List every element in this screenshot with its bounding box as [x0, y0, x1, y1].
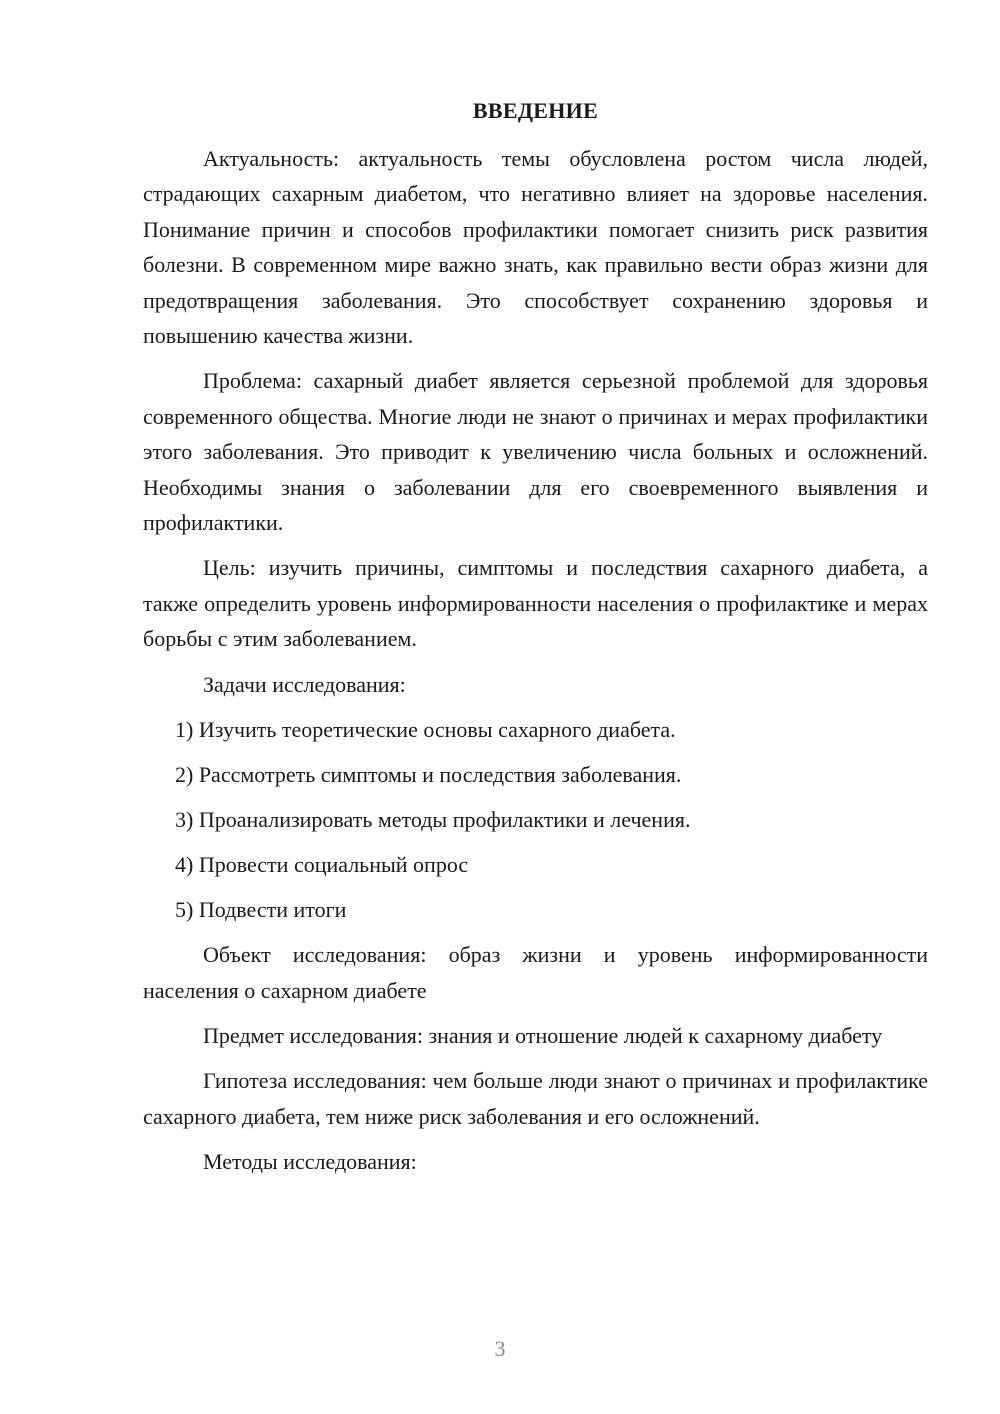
hypothesis-paragraph: Гипотеза исследования: чем больше люди знают о причинах и профилактике сахарного диабета, тем ниже риск заболевания и его осложнений.	[143, 1068, 928, 1129]
object-paragraph: Объект исследования: образ жизни и уровень информированности населения о сахарном диабете	[143, 942, 928, 1003]
task-item: 4) Провести социальный опрос	[175, 852, 469, 878]
document-body	[143, 141, 928, 1190]
methods-label: Методы исследования:	[203, 1149, 417, 1175]
section-heading: ВВЕДЕНИЕ	[472, 98, 599, 123]
subject-paragraph: Предмет исследования: знания и отношение людей к сахарному диабету	[203, 1022, 883, 1048]
goal-paragraph: Цель: изучить причины, симптомы и последствия сахарного диабета, а также определить уровень информированности населения о профилактике и мерах борьбы с этим заболеванием.	[143, 555, 928, 652]
task-item: 3) Проанализировать методы профилактики и лечения.	[175, 807, 691, 833]
task-item: 1) Изучить теоретические основы сахарного диабета.	[175, 717, 676, 743]
problem-paragraph: Проблема: сахарный диабет является серьезной проблемой для здоровья современного общества. Многие люди не знают о причинах и мерах профилактики этого заболевания. Это приводит к увеличению числа больных и осложнений. Необходимы знания о заболевании для его своевременного выявления и профилактики.	[143, 368, 928, 536]
tasks-label: Задачи исследования:	[203, 671, 406, 697]
relevance-paragraph: Актуальность: актуальность темы обусловлена ростом числа людей, страдающих сахарным диабетом, что негативно влияет на здоровье населения. Понимание причин и способов профилактики помогает снизить риск развития болезни. В современном мире важно знать, как правильно вести образ жизни для предотвращения заболевания. Это способствует сохранению здоровья и повышению качества жизни.	[143, 146, 928, 349]
task-list	[143, 712, 928, 927]
task-item: 5) Подвести итоги	[175, 897, 347, 923]
page-number: 3	[494, 1336, 506, 1361]
task-item: 2) Рассмотреть симптомы и последствия заболевания.	[175, 762, 682, 788]
